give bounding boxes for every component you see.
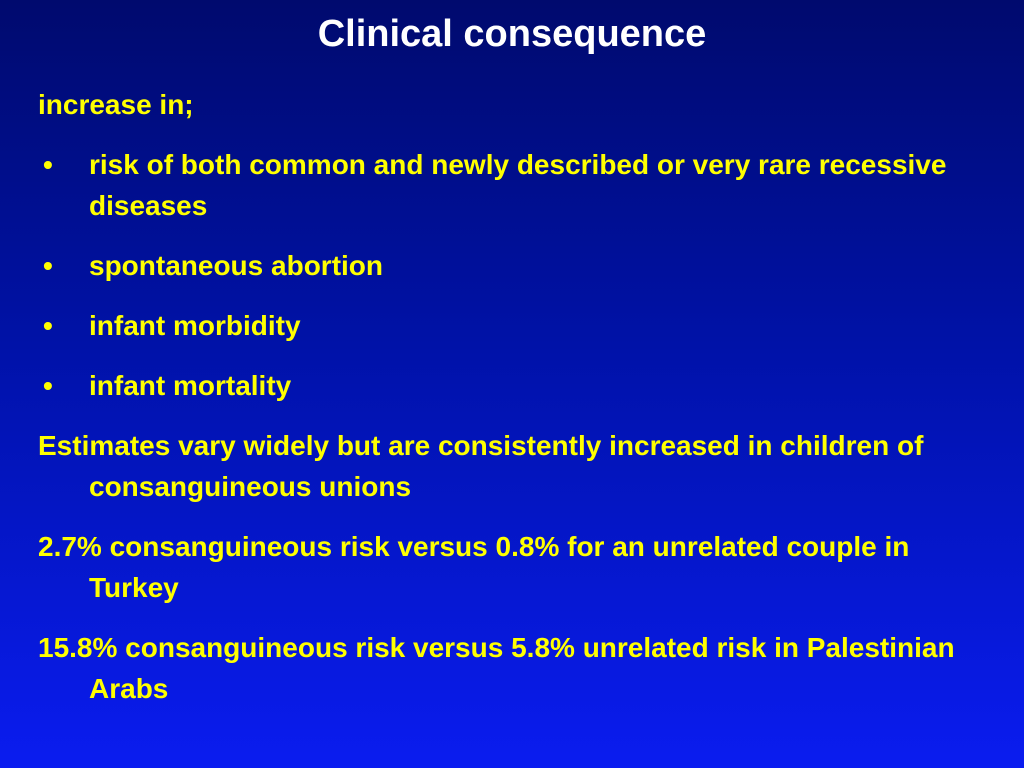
bullet-item bbox=[38, 365, 988, 406]
slide-title: Clinical consequence bbox=[317, 13, 707, 55]
bullet-icon: • bbox=[43, 250, 53, 281]
intro-text: increase in; bbox=[38, 89, 194, 120]
bullet-text: infant morbidity bbox=[89, 310, 301, 341]
bullet-text: spontaneous abortion bbox=[89, 250, 383, 281]
bullet-icon: • bbox=[43, 370, 53, 401]
bullet-text: infant mortality bbox=[89, 370, 292, 401]
bullet-text: risk of both common and newly described or very rare recessive diseases bbox=[89, 149, 947, 221]
paragraph-turkey-risk: 2.7% consanguineous risk versus 0.8% for an unrelated couple in Turkey bbox=[38, 531, 910, 603]
slide-body bbox=[38, 84, 988, 709]
paragraph-estimates: Estimates vary widely but are consistently increased in children of consanguineous unions bbox=[38, 430, 924, 502]
bullet-icon: • bbox=[43, 310, 53, 341]
paragraph-palestinian-risk: 15.8% consanguineous risk versus 5.8% unrelated risk in Palestinian Arabs bbox=[38, 632, 955, 704]
bullet-icon: • bbox=[43, 149, 53, 180]
bullet-item bbox=[38, 305, 988, 346]
bullet-item bbox=[38, 144, 988, 226]
bullet-item bbox=[38, 245, 988, 286]
